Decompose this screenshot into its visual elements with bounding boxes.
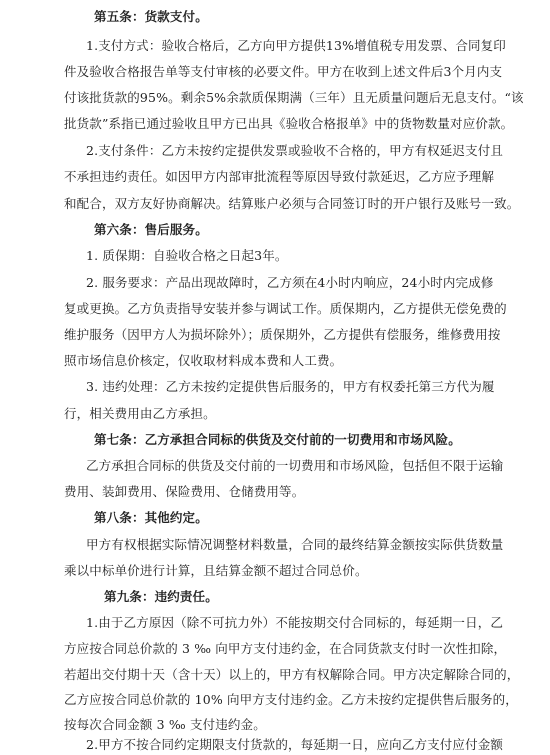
paragraph-line: 2. 服务要求：产品出现故障时，乙方须在4小时内响应，24小时内完成修	[86, 275, 494, 290]
paragraph-line: 批货款”系指已通过验收且甲方已出具《验收合格报单》中的货物数量对应价款。	[64, 116, 514, 131]
paragraph-line: 费用、装卸费用、保险费用、仓储费用等。	[64, 484, 305, 499]
paragraph-line: 付该批货款的95%。剩余5%余款质保期满（三年）且无质量问题后无息支付。“该	[64, 90, 524, 105]
paragraph-line: 照市场信息价核定，仅收取材料成本费和人工费。	[64, 353, 343, 368]
paragraph-line: 方应按合同总价款的 3 ‰ 向甲方支付违约金，在合同货款支付时一次性扣除，	[64, 641, 507, 656]
paragraph-line: 1. 质保期：自验收合格之日起3年。	[86, 248, 288, 263]
paragraph-line: 甲方有权根据实际情况调整材料数量，合同的最终结算金额按实际供货数量	[86, 537, 504, 552]
paragraph-line: 复或更换。乙方负责指导安装并参与调试工作。质保期内，乙方提供无偿免费的	[64, 301, 507, 316]
paragraph-line: 3. 违约处理：乙方未按约定提供售后服务的，甲方有权委托第三方代为履	[86, 379, 495, 394]
paragraph-line: 乘以中标单价进行计算，且结算金额不超过合同总价。	[64, 563, 368, 578]
paragraph-line: 若超出交付期十天（含十天）以上的，甲方有权解除合同。甲方决定解除合同的，	[64, 667, 520, 682]
section-6-heading: 第六条：售后服务。	[94, 222, 208, 237]
paragraph-line: 和配合，双方友好协商解决。结算账户必须与合同签订时的开户银行及账号一致。	[64, 196, 520, 211]
paragraph-line: 2.甲方不按合同约定期限支付货款的，每延期一日，应向乙方支付应付金额	[86, 737, 504, 752]
paragraph-line: 2.支付条件：乙方未按约定提供发票或验收不合格的，甲方有权延迟支付且	[86, 143, 504, 158]
section-7-heading: 第七条：乙方承担合同标的供货及交付前的一切费用和市场风险。	[94, 432, 461, 447]
section-5-heading: 第五条：货款支付。	[94, 9, 208, 24]
paragraph-line: 乙方应按合同总价款的 10% 向甲方支付违约金。乙方未按约定提供售后服务的，	[64, 692, 518, 707]
paragraph-line: 维护服务（因甲方人为损坏除外）；质保期外，乙方提供有偿服务，维修费用按	[64, 327, 501, 342]
section-8-heading: 第八条：其他约定。	[94, 510, 208, 525]
paragraph-line: 行，相关费用由乙方承担。	[64, 406, 216, 421]
paragraph-line: 乙方承担合同标的供货及交付前的一切费用和市场风险，包括但不限于运输	[86, 458, 504, 473]
paragraph-line: 按每次合同金额 3 ‰ 支付违约金。	[64, 717, 266, 732]
paragraph-line: 1.由于乙方原因（除不可抗力外）不能按期交付合同标的，每延期一日，乙	[86, 615, 504, 630]
paragraph-line: 件及验收合格报告单等支付审核的必要文件。甲方在收到上述文件后3个月内支	[64, 64, 503, 79]
section-9-heading: 第九条：违约责任。	[104, 589, 218, 604]
paragraph-line: 1.支付方式：验收合格后，乙方向甲方提供13%增值税专用发票、合同复印	[86, 38, 506, 53]
paragraph-line: 不承担违约责任。如因甲方内部审批流程等原因导致付款延迟，乙方应予理解	[64, 169, 495, 184]
